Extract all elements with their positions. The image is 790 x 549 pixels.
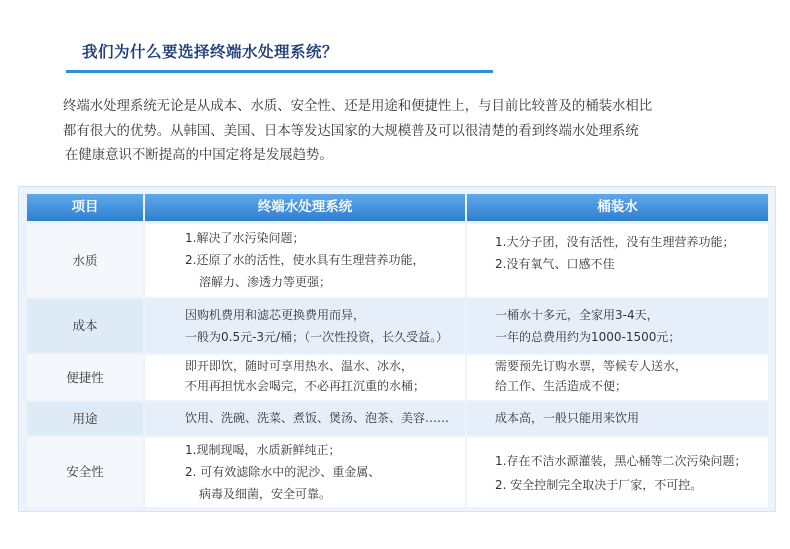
cell-line: 2. 可有效滤除水中的泥沙、重金属、 [185, 465, 381, 479]
table-row-cost [27, 299, 768, 353]
row-label: 用途 [27, 402, 143, 435]
cell-line: 一桶水十多元，全家用3-4天， [495, 308, 659, 322]
cell-line: 即开即饮，随时可享用热水、温水、冰水， [185, 359, 414, 373]
cell-line: 1.存在不洁水源灌装，黑心桶等二次污染问题； [495, 454, 747, 468]
cell-line: 2.还原了水的活性，使水具有生理营养功能， [185, 253, 425, 267]
cell-line: 2. 安全控制完全取决于厂家，不可控。 [495, 478, 703, 492]
cell-line: 2.没有氧气、口感不佳 [495, 257, 615, 271]
cell-line: 成本高，一般只能用来饮用 [495, 411, 640, 425]
table-row-water-quality [27, 224, 768, 297]
terminal-cell [145, 437, 465, 507]
terminal-cell [145, 355, 465, 400]
terminal-cell [145, 224, 465, 297]
row-label: 成本 [27, 299, 143, 353]
header-item: 项目 [27, 194, 143, 221]
cell-line: 需要预先订购水票，等候专人送水， [495, 359, 688, 373]
cell-line: 溶解力、渗透力等更强； [199, 275, 332, 289]
intro-line: 在健康意识不断提高的中国定将是发展趋势。 [65, 148, 333, 163]
table-header [27, 194, 768, 221]
page-title: 我们为什么要选择终端水处理系统？ [82, 43, 339, 61]
table-row-convenience [27, 355, 768, 400]
row-label: 水质 [27, 224, 143, 297]
bottled-cell [467, 402, 768, 435]
table-row-usage [27, 402, 768, 435]
cell-line: 病毒及细菌，安全可靠。 [199, 487, 332, 501]
title-underline [66, 70, 493, 73]
cell-line: 一般为0.5元-3元/桶；（一次性投资，长久受益。） [185, 330, 449, 344]
bottled-cell [467, 355, 768, 400]
bottled-cell [467, 437, 768, 507]
row-label: 便捷性 [27, 355, 143, 400]
intro-paragraph [63, 95, 763, 169]
comparison-table [18, 186, 776, 512]
header-terminal-system: 终端水处理系统 [145, 194, 465, 221]
bottled-cell [467, 224, 768, 297]
terminal-cell [145, 299, 465, 353]
header-bottled-water: 桶装水 [467, 194, 768, 221]
cell-line: 一年的总费用约为1000-1500元； [495, 330, 681, 344]
cell-line: 给工作、生活造成不便； [495, 379, 628, 393]
row-label: 安全性 [27, 437, 143, 507]
cell-line: 不用再担忧水会喝完，不必再扛沉重的水桶； [185, 379, 426, 393]
intro-line: 都有很大的优势。从韩国、美国、日本等发达国家的大规模普及可以很清楚的看到终端水处理系统 [63, 123, 639, 139]
terminal-cell [145, 402, 465, 435]
cell-line: 1.大分子团，没有活性，没有生理营养功能； [495, 235, 735, 249]
cell-line: 因购机费用和滤芯更换费用而异， [185, 308, 366, 322]
cell-line: 1.现制现喝，水质新鲜纯正； [185, 443, 341, 457]
cell-line: 1.解决了水污染问题； [185, 231, 305, 245]
intro-line: 终端水处理系统无论是从成本、水质、安全性、还是用途和便捷性上，与目前比较普及的桶装水相比 [63, 99, 653, 114]
cell-line: 饮用、洗碗、洗菜、煮饭、煲汤、泡茶、美容…… [185, 411, 450, 425]
bottled-cell [467, 299, 768, 353]
table-row-safety [27, 437, 768, 507]
